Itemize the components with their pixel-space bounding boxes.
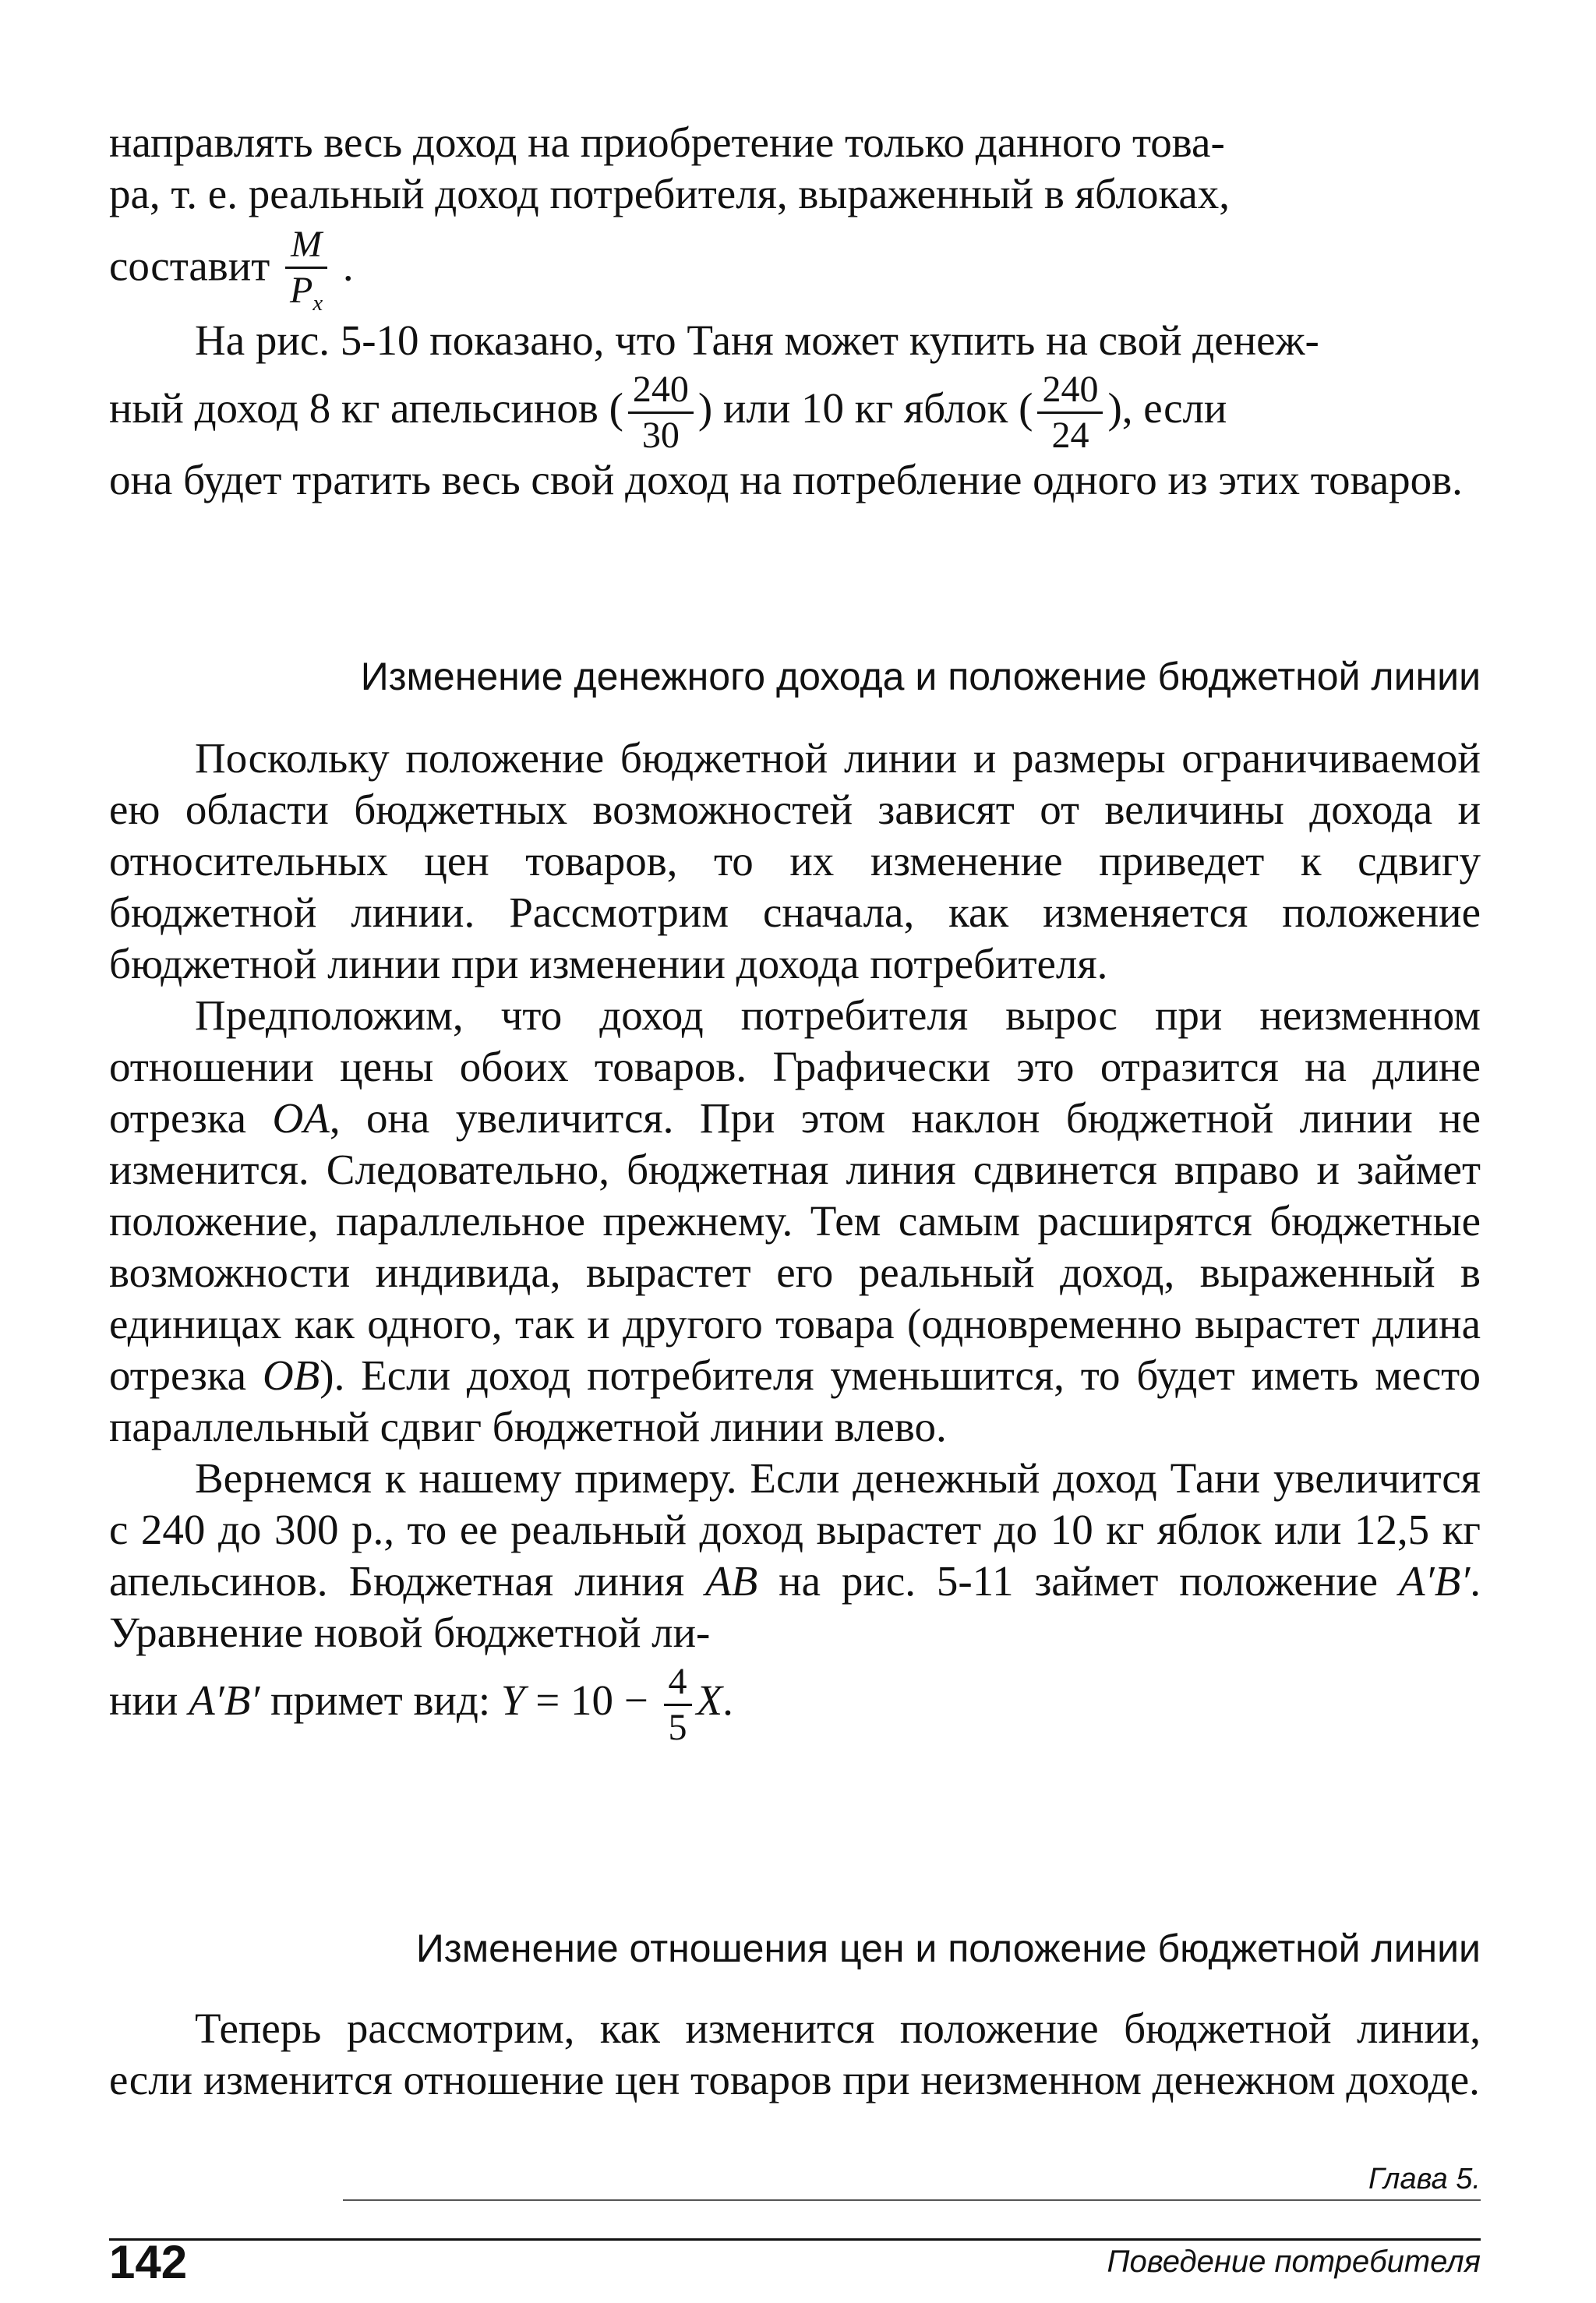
fraction-m-over-px bbox=[285, 226, 327, 315]
equation-end: . bbox=[722, 1676, 733, 1725]
eq-numerator: 4 bbox=[664, 1663, 692, 1706]
fraction-4-5 bbox=[664, 1663, 692, 1747]
formula-denominator: P bbox=[290, 270, 313, 311]
section1-text bbox=[109, 733, 1481, 1747]
page-number: 142 bbox=[109, 2236, 188, 2288]
frac2-numerator: 240 bbox=[1037, 371, 1103, 414]
eq-denominator: 5 bbox=[668, 1707, 687, 1748]
segment-oa: OA bbox=[272, 1094, 330, 1142]
intro-text bbox=[109, 117, 1481, 506]
p3-text-b: на рис. 5-11 займет положение bbox=[757, 1557, 1399, 1605]
segment-ob: OB bbox=[262, 1351, 320, 1399]
equation-middle: = 10 − bbox=[524, 1676, 659, 1725]
p3-text-a: Вернемся к нашему примеру. Если денежный доход Тани увеличится с 240 до 300 р., то ее реальный доход вырастет до 10 кг яблок или 12,5 кг апельсинов. Бюджетная линия bbox=[109, 1454, 1481, 1605]
section1-paragraph-3 bbox=[109, 1453, 1481, 1658]
equation-y: Y bbox=[500, 1676, 525, 1725]
line-a1b1: A′B′ bbox=[1398, 1557, 1471, 1605]
fraction-240-30 bbox=[628, 368, 694, 456]
section-heading-income-change: Изменение денежного дохода и положение бюджетной линии bbox=[360, 655, 1481, 698]
formula-line bbox=[109, 226, 1481, 315]
fraction-240-24 bbox=[1037, 368, 1103, 456]
formula-prefix: составит bbox=[109, 242, 270, 290]
equation-line bbox=[109, 1663, 1481, 1747]
formula-suffix: . bbox=[342, 242, 354, 290]
running-title: Поведение потребителя bbox=[1107, 2245, 1481, 2279]
formula-subscript: x bbox=[312, 291, 323, 316]
p2-text-a: Предположим, что доход потребителя вырос при неизменном отношении цены обоих товаров. Графически это отразится на длине отрезка bbox=[109, 991, 1481, 1142]
section2-paragraph-1: Теперь рассмотрим, как изменится положение бюджетной линии, если изменится отношение цен товаров при неизменном денежном доходе. bbox=[109, 2005, 1481, 2103]
intro-paragraph-2-line-1: На рис. 5-10 показано, что Таня может купить на свой денеж- bbox=[195, 316, 1319, 364]
section-heading-price-change: Изменение отношения цен и положение бюджетной линии bbox=[415, 1927, 1481, 1970]
frac1-numerator: 240 bbox=[628, 371, 694, 414]
footer-divider-thin bbox=[343, 2199, 1481, 2201]
p3-text-d: нии bbox=[109, 1676, 189, 1725]
section1-paragraph-2 bbox=[109, 990, 1481, 1453]
p3-text-e: примет вид: bbox=[260, 1676, 501, 1725]
fraction-line-text-a: ный доход 8 кг апельсинов ( bbox=[109, 384, 623, 432]
frac1-denominator: 30 bbox=[641, 414, 680, 456]
line-ab: AB bbox=[705, 1557, 758, 1605]
p2-text-b: , она увеличится. При этом наклон бюджетной линии не изменится. Следовательно, бюджетная линия сдвинется вправо и займет положение, параллельное прежнему. Тем самым расширятся бюджетные возможности индивида, вырастет его реальный доход, выраженный в единицах как одного, так и другого товара (одновременно вырастет длина отрезка bbox=[109, 1094, 1481, 1399]
section1-paragraph-1: Поскольку положение бюджетной линии и размеры ограничиваемой ею области бюджетных возможностей зависят от величины дохода и относительных цен товаров, то их изменение приведет к сдвигу бюджетной линии. Рассмотрим сначала, как изменяется положение бюджетной линии при изменении дохода потребителя. bbox=[109, 734, 1481, 987]
chapter-label: Глава 5. bbox=[1368, 2163, 1481, 2195]
frac2-denominator: 24 bbox=[1051, 414, 1089, 456]
intro-line-2: ра, т. е. реальный доход потребителя, выраженный в яблоках, bbox=[109, 170, 1231, 217]
section2-text bbox=[109, 2003, 1481, 2106]
intro-paragraph-2-end: она будет тратить весь свой доход на потребление одного из этих товаров. bbox=[109, 455, 1463, 503]
p2-text-c: ). Если доход потребителя уменьшится, то будет иметь место параллельный сдвиг бюджетной линии влево. bbox=[109, 1351, 1481, 1450]
intro-paragraph-2-fractions bbox=[109, 368, 1481, 456]
fraction-line-text-c: ), если bbox=[1107, 384, 1227, 432]
footer-divider bbox=[109, 2238, 1481, 2241]
fraction-line-text-b: ) или 10 кг яблок ( bbox=[697, 384, 1033, 432]
intro-line-1: направлять весь доход на приобретение только данного това- bbox=[109, 118, 1225, 166]
formula-numerator: M bbox=[291, 224, 323, 265]
line-a1b1-2: A′B′ bbox=[189, 1676, 260, 1725]
equation-x: X bbox=[696, 1676, 723, 1725]
p3-text-c: . Уравнение новой бюджетной ли- bbox=[109, 1557, 1481, 1656]
